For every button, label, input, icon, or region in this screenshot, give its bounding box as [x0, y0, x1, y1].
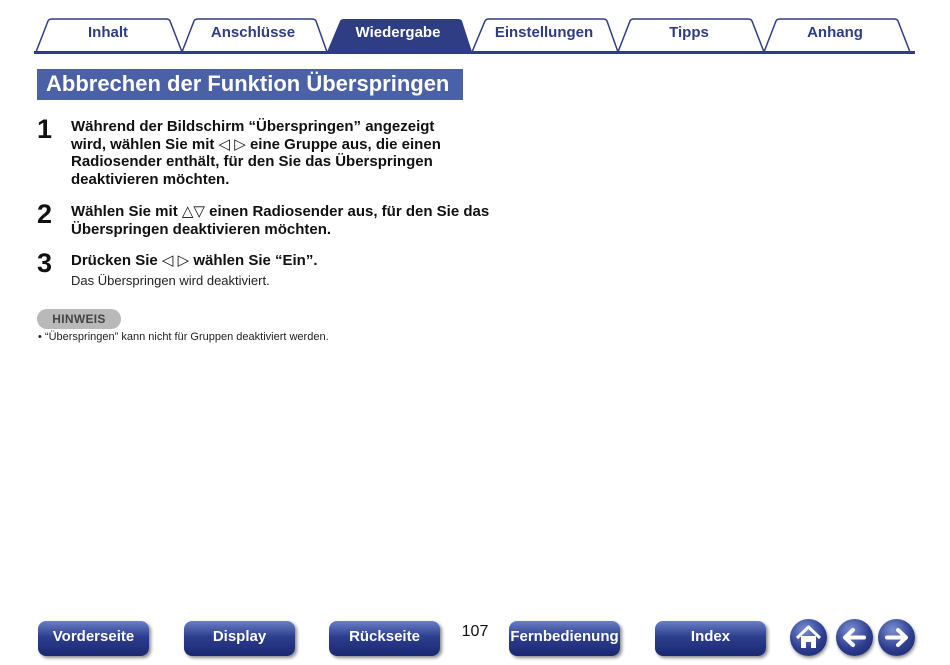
tab-anschluesse[interactable]: Anschlüsse [210, 24, 296, 41]
tab-tipps[interactable]: Tipps [669, 24, 709, 41]
tab-anhang[interactable]: Anhang [807, 24, 863, 41]
rear-panel-button[interactable]: Rückseite [329, 621, 440, 656]
page-title: Abbrechen der Funktion Überspringen [46, 71, 450, 96]
left-right-arrows-icon: ◁ ▷ [218, 135, 246, 153]
note-badge: HINWEIS [37, 309, 121, 329]
home-button[interactable] [790, 619, 827, 656]
top-tab-bar [34, 18, 915, 54]
up-down-arrows-icon: △▽ [181, 203, 205, 220]
bullet-icon: • [38, 331, 42, 343]
back-arrow-icon [836, 619, 873, 656]
display-button[interactable]: Display [184, 621, 295, 656]
tab-inhalt[interactable]: Inhalt [88, 24, 128, 41]
step-instruction: Drücken Sie ◁ ▷ wählen Sie “Ein”. [71, 252, 318, 269]
home-icon [790, 619, 827, 656]
forward-arrow-icon [878, 619, 915, 656]
forward-button[interactable] [878, 619, 915, 656]
remote-control-button[interactable]: Fernbedienung [509, 621, 620, 656]
step-result: Das Überspringen wird deaktiviert. [71, 273, 270, 288]
step-number: 1 [37, 114, 53, 144]
step-number: 3 [37, 248, 53, 278]
tab-wiedergabe[interactable]: Wiedergabe [355, 24, 441, 41]
step-instruction: Während der Bildschirm “Überspringen” angezeigt wird, wählen Sie mit ◁ ▷ eine Gruppe aus, die einen Radiosender enthält, für den Sie das Überspringen deaktivieren möchten. [71, 118, 441, 188]
step-number: 2 [37, 199, 53, 229]
note-item: • “Überspringen” kann nicht für Gruppen deaktiviert werden. [38, 331, 329, 343]
index-button[interactable]: Index [655, 621, 766, 656]
left-right-arrows-icon: ◁ ▷ [161, 252, 190, 269]
step-instruction: Wählen Sie mit △▽ einen Radiosender aus, für den Sie das Überspringen deaktivieren möchten. [71, 203, 490, 238]
front-panel-button[interactable]: Vorderseite [38, 621, 149, 656]
page-number: 107 [461, 623, 489, 640]
back-button[interactable] [836, 619, 873, 656]
section-title-bar [37, 69, 463, 100]
tab-einstellungen[interactable]: Einstellungen [494, 24, 594, 41]
